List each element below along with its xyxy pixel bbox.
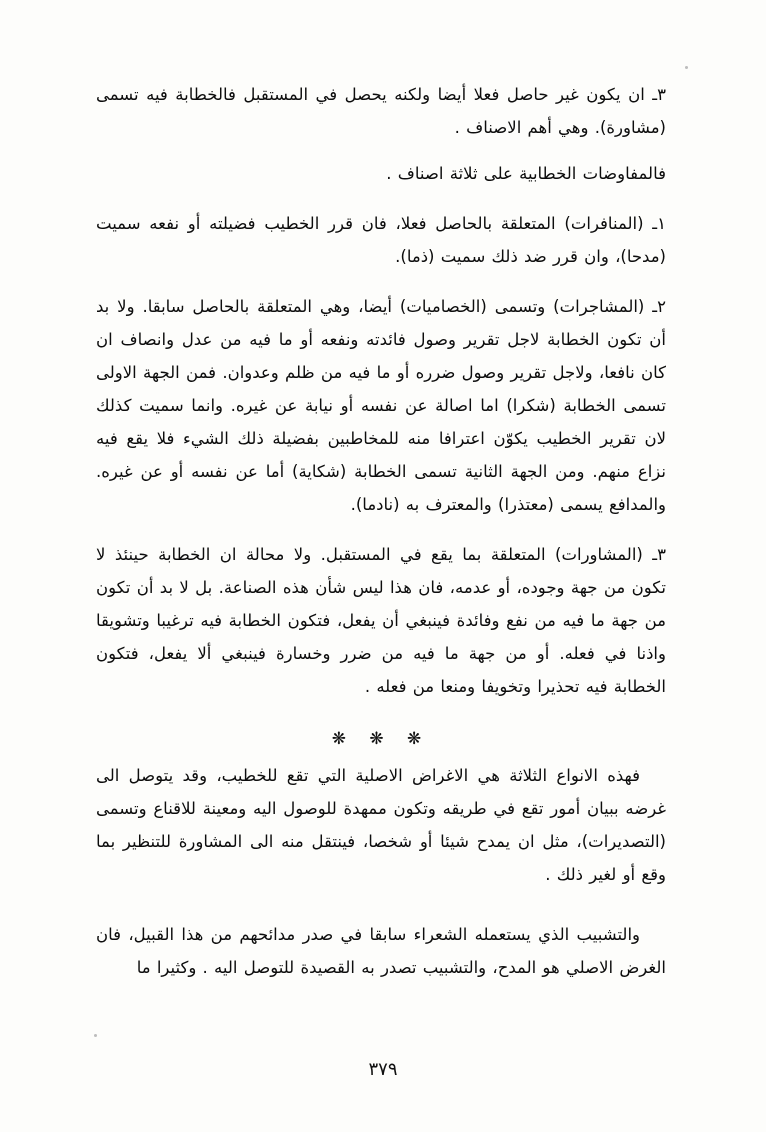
page-speck-bottom: [94, 1034, 97, 1037]
page-number: ٣٧٩: [368, 1059, 398, 1080]
paragraph-item-4: ٢ـ (المشاجرات) وتسمى (الخصاميات) أيضا، وهي المتعلقة بالحاصل سابقا. ولا بد أن تكون الخطابة لاجل تقرير وصول فائدته ونفعه أو ما فيه من عدل وانصاف ان كان نافعا، ولاجل تقرير وصول ضرره أو ما فيه من ظلم وعدوان. فمن الجهة الاولى تسمى الخطابة (شكرا) اما اصالة عن نفسه أو نيابة عن غيره. وانما سميت كذلك لان تقرير الخطيب يكوّن اعترافا منه للمخاطبين بفضيلة ذلك الشيء فلا يقع فيه نزاع منهم. ومن الجهة الثانية تسمى الخطابة (شكاية) أما عن نفسه أو عن غيره. والمدافع يسمى (معتذرا) والمعترف به (نادما).: [96, 297, 666, 514]
page-speck-top: [685, 66, 688, 69]
paragraph-item-5: ٣ـ (المشاورات) المتعلقة بما يقع في المستقبل. ولا محالة ان الخطابة حينئذ لا تكون من جهة وجوده، أو عدمه، فان هذا ليس شأن هذه الصناعة. بل لا بد أن تكون من جهة ما فيه من نفع وفائدة فينبغي أن يفعل، فتكون الخطابة فيه ترغيبا وتشويقا واذنا في فعله. أو من جهة ما فيه من ضرر وخسارة فينبغي ألا يفعل، فتكون الخطابة فيه تحذيرا وتخويفا ومنعا من فعله .: [96, 545, 666, 696]
paragraph-gap: [96, 904, 666, 918]
paragraph-item-6: فهذه الانواع الثلاثة هي الاغراض الاصلية التي تقع للخطيب، وقد يتوصل الى غرضه ببيان أمور تقع في طريقه وتكون ممهدة للوصول اليه ومعينة للاقناع وتسمى (التصديرات)، مثل ان يمدح شيئا أو شخصا، فينتقل منه الى المشاورة للتنظير بما وقع أو لغير ذلك .: [96, 766, 666, 884]
paragraph-item-1: ٣ـ ان يكون غير حاصل فعلا أيضا ولكنه يحصل في المستقبل فالخطابة فيه تسمى (مشاورة). وهي أهم الاصناف .: [96, 85, 666, 137]
section-separator: ❋ ❋ ❋: [331, 729, 431, 749]
paragraph-item-7: والتشبيب الذي يستعمله الشعراء سابقا في صدر مدائحهم من هذا القبيل، فان الغرض الاصلي هو المدح، والتشبيب تصدر به القصيدة للتوصل اليه . وكثيرا ما: [96, 925, 666, 977]
paragraph-item-3: ١ـ (المنافرات) المتعلقة بالحاصل فعلا، فان قرر الخطيب فضيلته أو نفعه سميت (مدحا)، وان قرر ضد ذلك سميت (ذما).: [96, 214, 666, 266]
paragraph-item-2: فالمفاوضات الخطابية على ثلاثة اصناف .: [386, 164, 666, 183]
page-body: [96, 78, 666, 997]
